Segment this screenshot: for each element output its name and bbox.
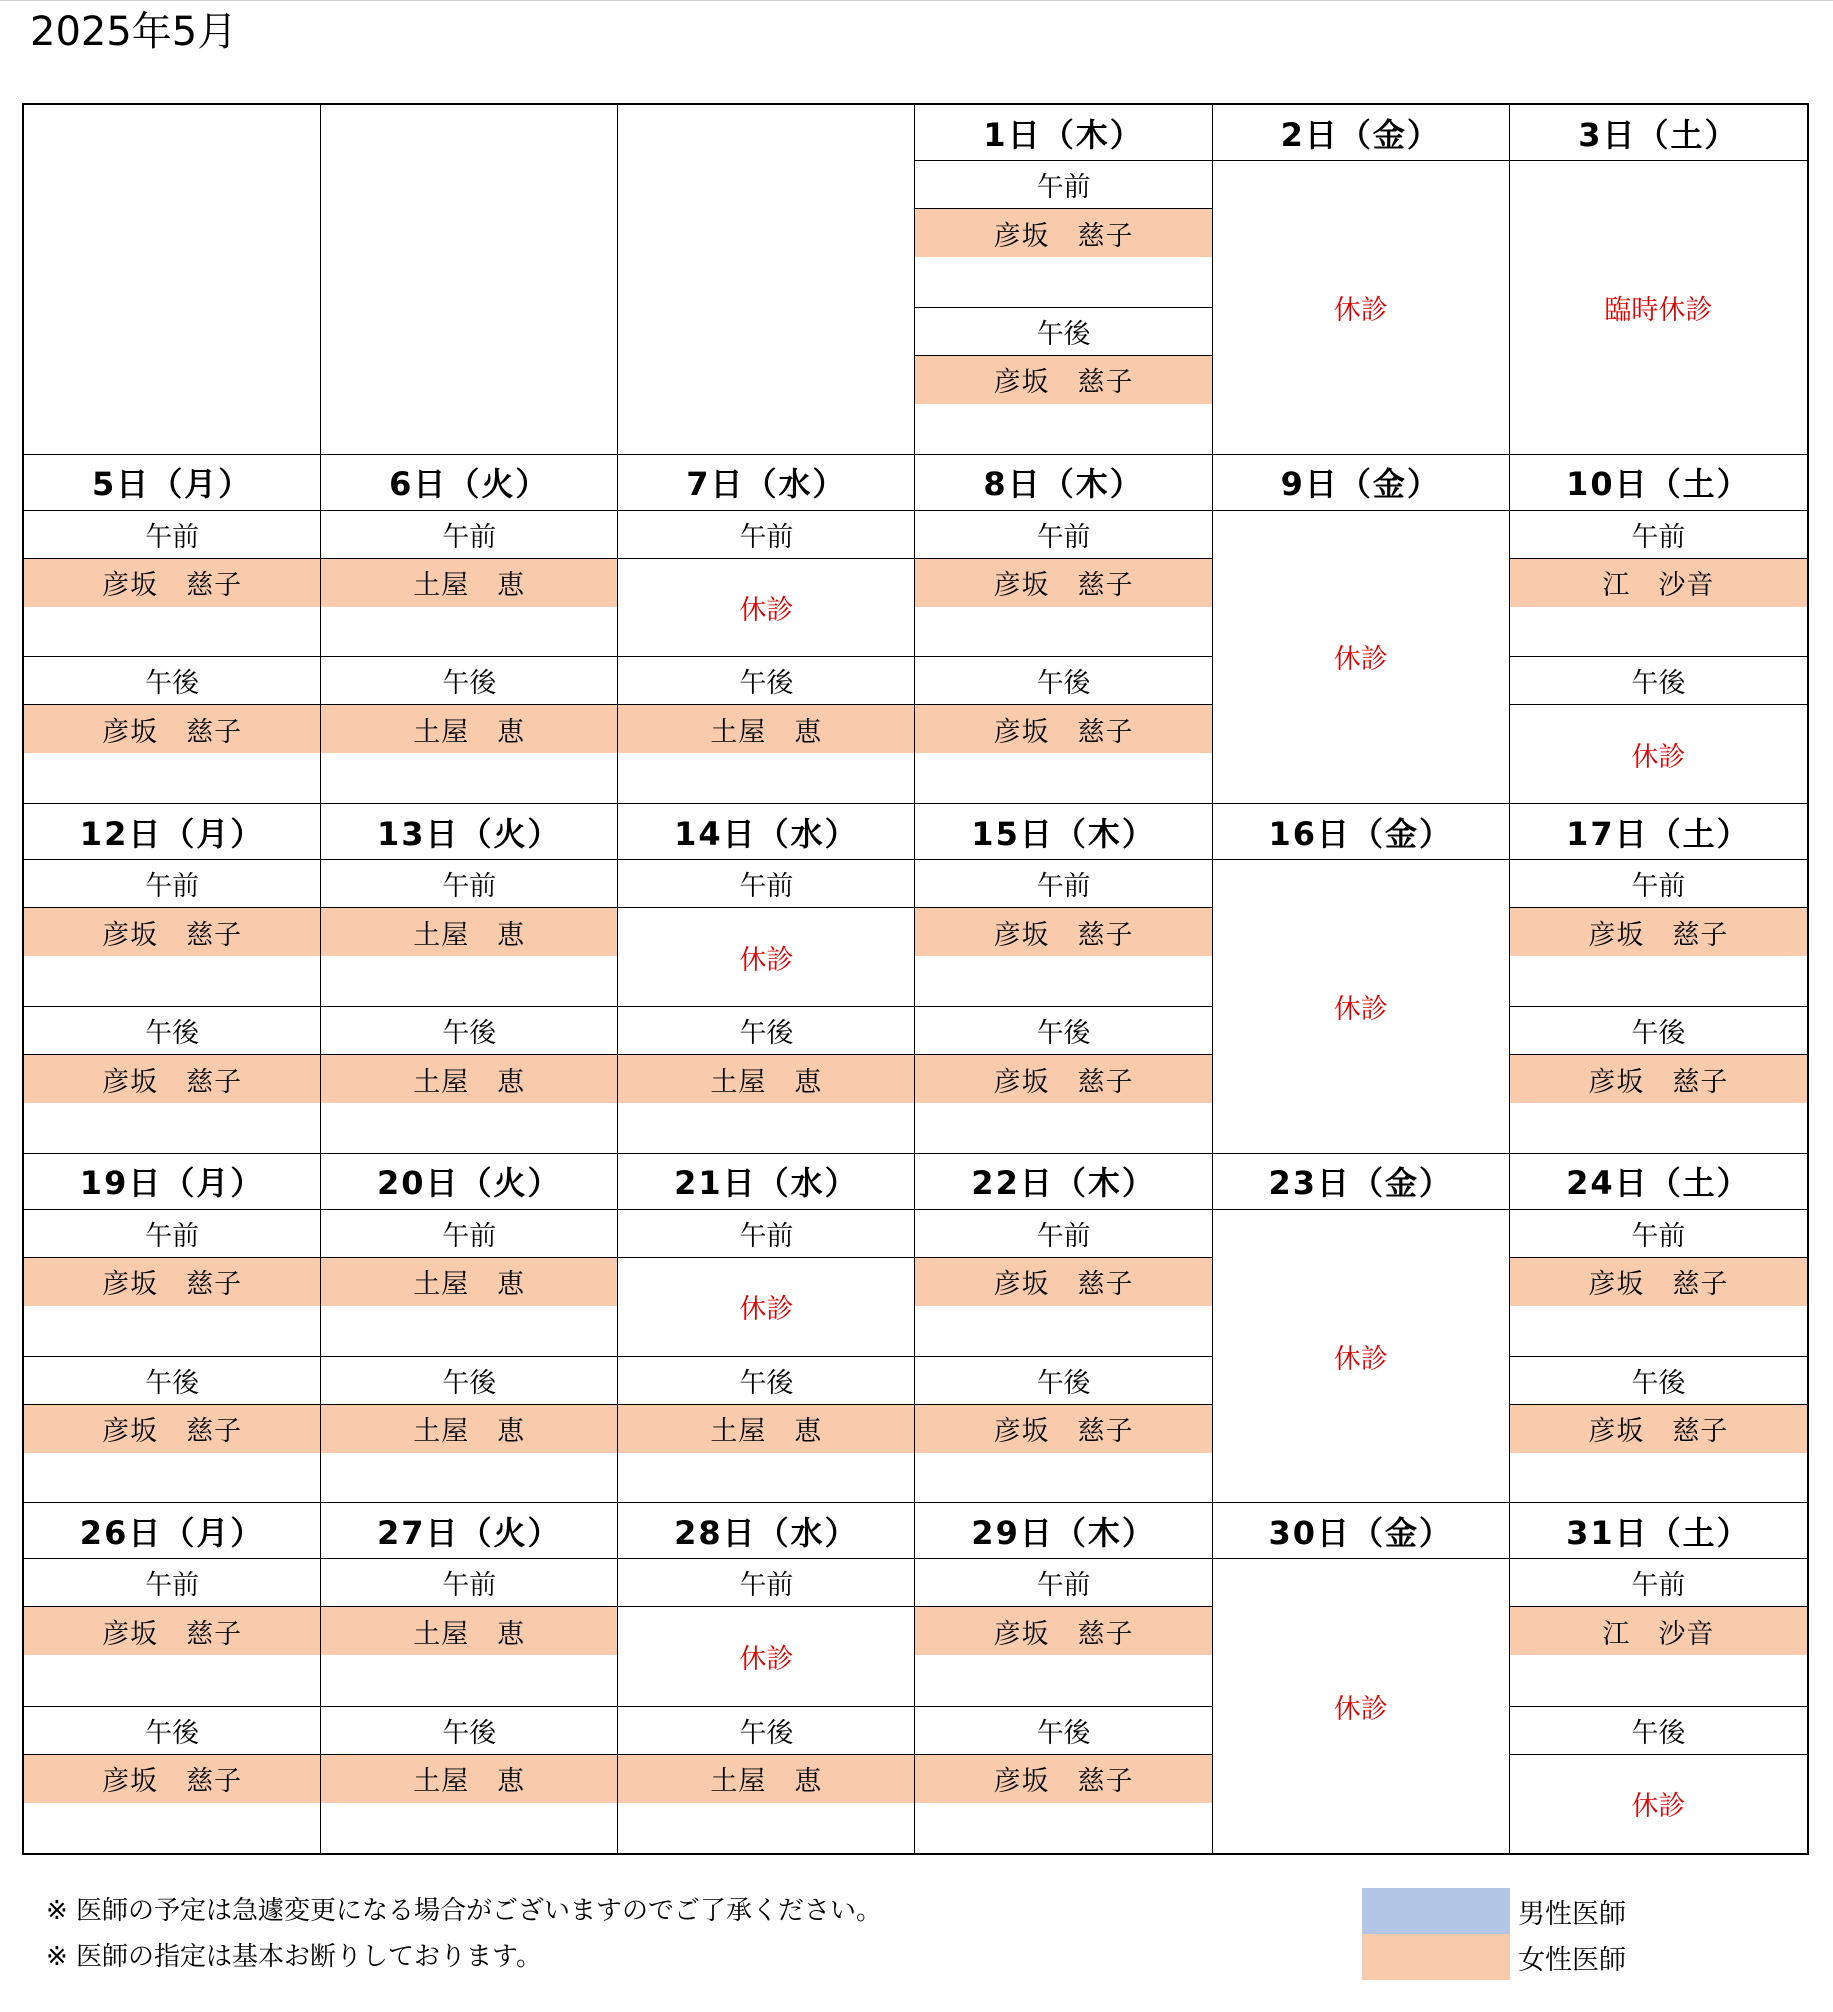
day-body	[618, 511, 914, 804]
session-label-am: 午前	[915, 1210, 1211, 1258]
session-content	[321, 908, 617, 1006]
session-pm	[915, 308, 1211, 454]
doctor-name: 土屋 恵	[321, 559, 617, 607]
closed-label: 休診	[739, 944, 794, 976]
day-body	[1213, 161, 1509, 454]
session-label-pm: 午後	[618, 1357, 914, 1405]
session-closed	[618, 908, 914, 1006]
day-cell	[1510, 804, 1807, 1154]
session-content	[321, 1607, 617, 1705]
session-label-pm: 午後	[915, 657, 1211, 705]
session-label-am: 午前	[915, 1559, 1211, 1607]
session-am	[618, 511, 914, 658]
day-cell	[915, 804, 1212, 1154]
session-content	[915, 1755, 1211, 1853]
session-pm	[1510, 1707, 1807, 1853]
session-label-am: 午前	[618, 860, 914, 908]
day-header: 23日（金）	[1213, 1154, 1509, 1210]
doctor-name: 彦坂 慈子	[915, 1755, 1211, 1803]
session-am	[1510, 1210, 1807, 1357]
session-content	[321, 559, 617, 657]
day-header: 26日（月）	[24, 1503, 320, 1559]
doctor-name: 土屋 恵	[618, 1755, 914, 1803]
doctor-name: 彦坂 慈子	[915, 356, 1211, 404]
session-label-am: 午前	[24, 860, 320, 908]
day-header: 10日（土）	[1510, 455, 1807, 511]
session-am	[618, 1559, 914, 1706]
closed-label: 休診	[1631, 741, 1686, 773]
day-body	[915, 860, 1211, 1153]
day-cell	[321, 1154, 618, 1504]
session-content	[24, 1258, 320, 1356]
session-am	[321, 860, 617, 1007]
session-label-pm: 午後	[321, 1007, 617, 1055]
session-label-am: 午前	[915, 511, 1211, 559]
session-pm	[618, 657, 914, 803]
day-cell	[321, 455, 618, 805]
session-am	[915, 1559, 1211, 1706]
legend-label-female: 女性医師	[1518, 1944, 1626, 1976]
day-closed	[1213, 860, 1509, 1153]
session-label-pm: 午後	[1510, 1357, 1807, 1405]
session-pm	[1510, 1007, 1807, 1153]
day-body	[1213, 511, 1509, 804]
day-body	[1213, 860, 1509, 1153]
session-label-am: 午前	[618, 1210, 914, 1258]
day-header: 12日（月）	[24, 804, 320, 860]
session-pm	[24, 1007, 320, 1153]
day-body	[24, 511, 320, 804]
session-content	[24, 1055, 320, 1153]
doctor-name: 土屋 恵	[321, 1258, 617, 1306]
doctor-name: 土屋 恵	[321, 1755, 617, 1803]
session-am	[24, 860, 320, 1007]
session-closed	[1510, 705, 1807, 803]
day-header: 19日（月）	[24, 1154, 320, 1210]
session-pm	[321, 657, 617, 803]
session-pm	[24, 657, 320, 803]
day-body	[1213, 1210, 1509, 1503]
session-content	[1510, 559, 1807, 657]
closed-label: 休診	[1333, 1343, 1388, 1375]
session-label-am: 午前	[618, 1559, 914, 1607]
doctor-name: 土屋 恵	[618, 705, 914, 753]
doctor-name: 彦坂 慈子	[1510, 1405, 1807, 1453]
session-content	[321, 1405, 617, 1503]
session-label-am: 午前	[321, 511, 617, 559]
doctor-name: 彦坂 慈子	[915, 559, 1211, 607]
session-label-pm: 午後	[24, 1007, 320, 1055]
session-content	[915, 209, 1211, 307]
session-content	[1510, 1258, 1807, 1356]
session-pm	[618, 1707, 914, 1853]
day-header: 17日（土）	[1510, 804, 1807, 860]
doctor-name: 彦坂 慈子	[915, 209, 1211, 257]
session-label-am: 午前	[24, 511, 320, 559]
session-content	[915, 1607, 1211, 1705]
day-cell	[1213, 1154, 1510, 1504]
doctor-name: 土屋 恵	[321, 705, 617, 753]
session-content	[1510, 908, 1807, 1006]
session-pm	[915, 657, 1211, 803]
session-content	[915, 1258, 1211, 1356]
doctor-name: 土屋 恵	[321, 1405, 617, 1453]
session-pm	[618, 1357, 914, 1503]
day-body	[1510, 860, 1807, 1153]
session-content	[321, 1258, 617, 1356]
day-header: 5日（月）	[24, 455, 320, 511]
day-body	[1510, 1559, 1807, 1853]
session-label-pm: 午後	[321, 1357, 617, 1405]
session-content	[618, 705, 914, 803]
day-cell	[915, 105, 1212, 455]
day-cell	[1510, 1154, 1807, 1504]
session-label-pm: 午後	[1510, 657, 1807, 705]
session-content	[618, 1405, 914, 1503]
day-cell	[24, 455, 321, 805]
day-body	[915, 1559, 1211, 1853]
session-content	[24, 908, 320, 1006]
day-cell	[618, 455, 915, 805]
doctor-name: 彦坂 慈子	[24, 908, 320, 956]
legend-swatch-male	[1362, 1888, 1510, 1934]
day-cell	[321, 1503, 618, 1853]
session-label-am: 午前	[24, 1559, 320, 1607]
session-am	[321, 511, 617, 658]
session-content	[1510, 1055, 1807, 1153]
doctor-name: 土屋 恵	[321, 908, 617, 956]
day-body	[321, 511, 617, 804]
session-label-pm: 午後	[915, 1707, 1211, 1755]
legend-label-male: 男性医師	[1518, 1898, 1626, 1930]
session-label-am: 午前	[1510, 511, 1807, 559]
session-label-am: 午前	[1510, 1559, 1807, 1607]
session-closed	[618, 1607, 914, 1705]
session-label-pm: 午後	[24, 1357, 320, 1405]
legend	[1362, 1888, 1626, 1980]
session-pm	[618, 1007, 914, 1153]
doctor-name: 彦坂 慈子	[1510, 1258, 1807, 1306]
session-am	[618, 1210, 914, 1357]
day-cell	[1510, 1503, 1807, 1853]
day-body	[618, 1559, 914, 1853]
session-pm	[24, 1707, 320, 1853]
day-header: 13日（火）	[321, 804, 617, 860]
day-cell	[618, 1154, 915, 1504]
doctor-name: 彦坂 慈子	[24, 559, 320, 607]
session-label-pm: 午後	[24, 1707, 320, 1755]
session-label-pm: 午後	[321, 657, 617, 705]
notes	[46, 1888, 882, 1980]
day-cell	[1213, 105, 1510, 455]
session-am	[1510, 860, 1807, 1007]
day-body	[618, 860, 914, 1153]
day-cell	[321, 804, 618, 1154]
session-label-pm: 午後	[1510, 1707, 1807, 1755]
day-body	[1510, 511, 1807, 804]
top-divider	[0, 0, 1833, 1]
session-closed	[1510, 1755, 1807, 1853]
legend-item-male	[1362, 1888, 1626, 1934]
doctor-name: 彦坂 慈子	[915, 1607, 1211, 1655]
session-am	[321, 1559, 617, 1706]
day-cell	[915, 455, 1212, 805]
day-header: 31日（土）	[1510, 1503, 1807, 1559]
day-body	[915, 511, 1211, 804]
session-content	[24, 1755, 320, 1853]
day-header: 15日（木）	[915, 804, 1211, 860]
doctor-name: 彦坂 慈子	[24, 1755, 320, 1803]
session-closed	[618, 1258, 914, 1356]
day-body	[321, 1210, 617, 1503]
day-body	[24, 860, 320, 1153]
day-cell	[915, 1154, 1212, 1504]
session-content	[321, 705, 617, 803]
session-label-pm: 午後	[24, 657, 320, 705]
session-content	[321, 1055, 617, 1153]
session-pm	[1510, 657, 1807, 803]
session-am	[24, 1559, 320, 1706]
day-header: 16日（金）	[1213, 804, 1509, 860]
day-header: 9日（金）	[1213, 455, 1509, 511]
session-am	[321, 1210, 617, 1357]
session-content	[618, 1055, 914, 1153]
closed-label: 休診	[1333, 993, 1388, 1025]
doctor-name: 彦坂 慈子	[24, 1405, 320, 1453]
day-header: 7日（水）	[618, 455, 914, 511]
session-label-am: 午前	[915, 860, 1211, 908]
day-body	[1213, 1559, 1509, 1853]
day-header: 14日（水）	[618, 804, 914, 860]
session-content	[24, 1607, 320, 1705]
closed-label: 休診	[1333, 1693, 1388, 1725]
doctor-name: 彦坂 慈子	[24, 705, 320, 753]
day-cell	[1213, 1503, 1510, 1853]
doctor-name: 彦坂 慈子	[1510, 908, 1807, 956]
day-cell	[24, 1503, 321, 1853]
doctor-name: 江 沙音	[1510, 1607, 1807, 1655]
doctor-name: 土屋 恵	[321, 1055, 617, 1103]
doctor-name: 彦坂 慈子	[24, 1607, 320, 1655]
session-label-am: 午前	[1510, 1210, 1807, 1258]
session-label-am: 午前	[915, 161, 1211, 209]
doctor-name: 彦坂 慈子	[24, 1258, 320, 1306]
day-body	[321, 1559, 617, 1853]
session-content	[24, 1405, 320, 1503]
closed-label: 休診	[1631, 1791, 1686, 1823]
doctor-name: 彦坂 慈子	[915, 1055, 1211, 1103]
day-closed	[1213, 161, 1509, 454]
day-header: 27日（火）	[321, 1503, 617, 1559]
doctor-name: 土屋 恵	[321, 1607, 617, 1655]
day-closed	[1213, 1559, 1509, 1853]
day-header: 21日（水）	[618, 1154, 914, 1210]
day-body	[1510, 161, 1807, 454]
session-pm	[915, 1007, 1211, 1153]
day-body	[321, 860, 617, 1153]
doctor-name: 彦坂 慈子	[24, 1055, 320, 1103]
session-am	[915, 511, 1211, 658]
session-content	[618, 1755, 914, 1853]
session-pm	[915, 1357, 1211, 1503]
day-cell	[618, 804, 915, 1154]
closed-label: 休診	[739, 1644, 794, 1676]
day-closed	[1510, 161, 1807, 454]
session-content	[915, 559, 1211, 657]
doctor-name: 彦坂 慈子	[915, 908, 1211, 956]
closed-label: 休診	[1333, 644, 1388, 676]
session-label-am: 午前	[1510, 860, 1807, 908]
schedule-calendar	[22, 103, 1809, 1855]
day-header: 28日（水）	[618, 1503, 914, 1559]
legend-swatch-female	[1362, 1934, 1510, 1980]
session-closed	[618, 559, 914, 657]
session-pm	[321, 1707, 617, 1853]
session-label-pm: 午後	[618, 1007, 914, 1055]
closed-label: 休診	[739, 594, 794, 626]
day-cell-empty	[24, 105, 321, 455]
session-content	[915, 1055, 1211, 1153]
session-content	[1510, 1607, 1807, 1705]
day-cell	[915, 1503, 1212, 1853]
doctor-name: 江 沙音	[1510, 559, 1807, 607]
session-content	[915, 705, 1211, 803]
session-content	[915, 1405, 1211, 1503]
session-am	[915, 161, 1211, 308]
session-am	[24, 511, 320, 658]
session-label-pm: 午後	[1510, 1007, 1807, 1055]
session-label-pm: 午後	[618, 657, 914, 705]
session-label-pm: 午後	[915, 1357, 1211, 1405]
legend-item-female	[1362, 1934, 1626, 1980]
day-body	[618, 1210, 914, 1503]
note-doctor-designation: ※ 医師の指定は基本お断りしております。	[46, 1942, 542, 1972]
session-content	[24, 705, 320, 803]
session-label-pm: 午後	[618, 1707, 914, 1755]
session-label-pm: 午後	[915, 308, 1211, 356]
day-body	[1510, 1210, 1807, 1503]
day-cell	[24, 1154, 321, 1504]
session-label-am: 午前	[321, 1210, 617, 1258]
session-am	[618, 860, 914, 1007]
session-label-am: 午前	[24, 1210, 320, 1258]
session-label-pm: 午後	[915, 1007, 1211, 1055]
page-title: 2025年5月	[30, 9, 238, 55]
day-header: 24日（土）	[1510, 1154, 1807, 1210]
session-content	[1510, 1405, 1807, 1503]
session-pm	[1510, 1357, 1807, 1503]
session-am	[1510, 1559, 1807, 1706]
closed-label: 臨時休診	[1604, 294, 1713, 326]
session-content	[24, 559, 320, 657]
session-am	[1510, 511, 1807, 658]
day-closed	[1213, 511, 1509, 804]
session-am	[915, 860, 1211, 1007]
closed-label: 休診	[1333, 294, 1388, 326]
day-header: 2日（金）	[1213, 105, 1509, 161]
day-cell-empty	[321, 105, 618, 455]
session-pm	[24, 1357, 320, 1503]
session-pm	[915, 1707, 1211, 1853]
day-cell	[1213, 455, 1510, 805]
day-header: 20日（火）	[321, 1154, 617, 1210]
day-header: 22日（木）	[915, 1154, 1211, 1210]
day-body	[24, 1210, 320, 1503]
session-am	[915, 1210, 1211, 1357]
day-header: 30日（金）	[1213, 1503, 1509, 1559]
day-body	[915, 161, 1211, 454]
day-body	[915, 1210, 1211, 1503]
session-label-pm: 午後	[321, 1707, 617, 1755]
day-header: 8日（木）	[915, 455, 1211, 511]
session-label-am: 午前	[321, 860, 617, 908]
doctor-name: 彦坂 慈子	[1510, 1055, 1807, 1103]
session-content	[915, 908, 1211, 1006]
doctor-name: 彦坂 慈子	[915, 705, 1211, 753]
day-header: 29日（木）	[915, 1503, 1211, 1559]
day-cell	[618, 1503, 915, 1853]
day-body	[24, 1559, 320, 1853]
day-cell	[1510, 455, 1807, 805]
doctor-name: 土屋 恵	[618, 1055, 914, 1103]
session-pm	[321, 1357, 617, 1503]
day-header: 1日（木）	[915, 105, 1211, 161]
session-content	[321, 1755, 617, 1853]
session-label-am: 午前	[618, 511, 914, 559]
doctor-name: 土屋 恵	[618, 1405, 914, 1453]
day-cell-empty	[618, 105, 915, 455]
day-cell	[1510, 105, 1807, 455]
session-content	[915, 356, 1211, 454]
doctor-name: 彦坂 慈子	[915, 1405, 1211, 1453]
day-cell	[1213, 804, 1510, 1154]
day-closed	[1213, 1210, 1509, 1503]
day-header: 6日（火）	[321, 455, 617, 511]
session-am	[24, 1210, 320, 1357]
note-schedule-change: ※ 医師の予定は急遽変更になる場合がございますのでご了承ください。	[46, 1896, 883, 1926]
day-cell	[24, 804, 321, 1154]
session-pm	[321, 1007, 617, 1153]
day-header: 3日（土）	[1510, 105, 1807, 161]
session-label-am: 午前	[321, 1559, 617, 1607]
doctor-name: 彦坂 慈子	[915, 1258, 1211, 1306]
closed-label: 休診	[739, 1294, 794, 1326]
